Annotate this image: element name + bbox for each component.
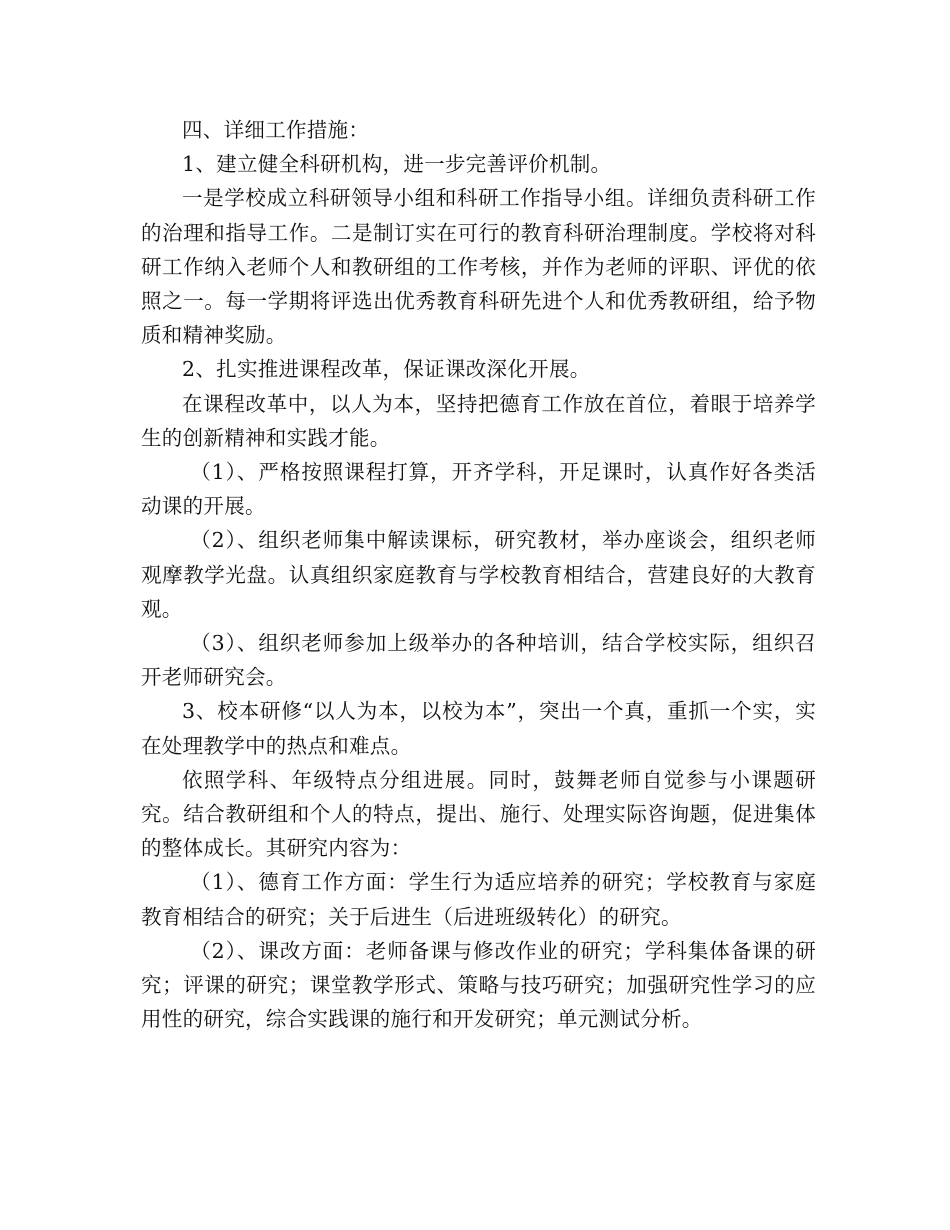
list-item: （1）、德育工作方面：学生行为适应培养的研究；学校教育与家庭教育相结合的研究；关于后进生（后进班级转化）的研究。 bbox=[141, 870, 816, 929]
body-paragraph: 一是学校成立科研领导小组和科研工作指导小组。详细负责科研工作的治理和指导工作。二是制订实在可行的教育科研治理制度。学校将对科研工作纳入老师个人和教研组的工作考核，并作为老师的评职、评优的依照之一。每一学期将评选出优秀教育科研先进个人和优秀教研组，给予物质和精神奖励。 bbox=[141, 186, 816, 348]
list-item: （2）、组织老师集中解读课标，研究教材，举办座谈会，组织老师观摩教学光盘。认真组织家庭教育与学校教育相结合，营建良好的大教育观。 bbox=[141, 528, 816, 621]
subheading-3: 3、校本研修“以人为本，以校为本”，突出一个真，重抓一个实，实在处理教学中的热点和难点。 bbox=[141, 699, 816, 758]
section-heading: 四、详细工作措施： bbox=[182, 118, 370, 142]
list-item: （3）、组织老师参加上级举办的各种培训，结合学校实际，组织召开老师研究会。 bbox=[141, 631, 816, 690]
subheading-2: 2、扎实推进课程改革，保证课改深化开展。 bbox=[182, 357, 591, 382]
body-paragraph: 依照学科、年级特点分组进展。同时，鼓舞老师自觉参与小课题研究。结合教研组和个人的特点，提出、施行、处理实际咨询题，促进集体的整体成长。其研究内容为： bbox=[141, 767, 816, 861]
document-body bbox=[141, 113, 816, 1036]
body-paragraph: 在课程改革中，以人为本，坚持把德育工作放在首位，着眼于培养学生的创新精神和实践才能。 bbox=[141, 391, 816, 450]
subheading-1: 1、建立健全科研机构，进一步完善评价机制。 bbox=[182, 152, 612, 177]
list-item: （1）、严格按照课程打算，开齐学科，开足课时，认真作好各类活动课的开展。 bbox=[141, 460, 816, 519]
list-item: （2）、课改方面：老师备课与修改作业的研究；学科集体备课的研究；评课的研究；课堂教学形式、策略与技巧研究；加强研究性学习的应用性的研究，综合实践课的施行和开发研究；单元测试分析。 bbox=[141, 938, 816, 1032]
